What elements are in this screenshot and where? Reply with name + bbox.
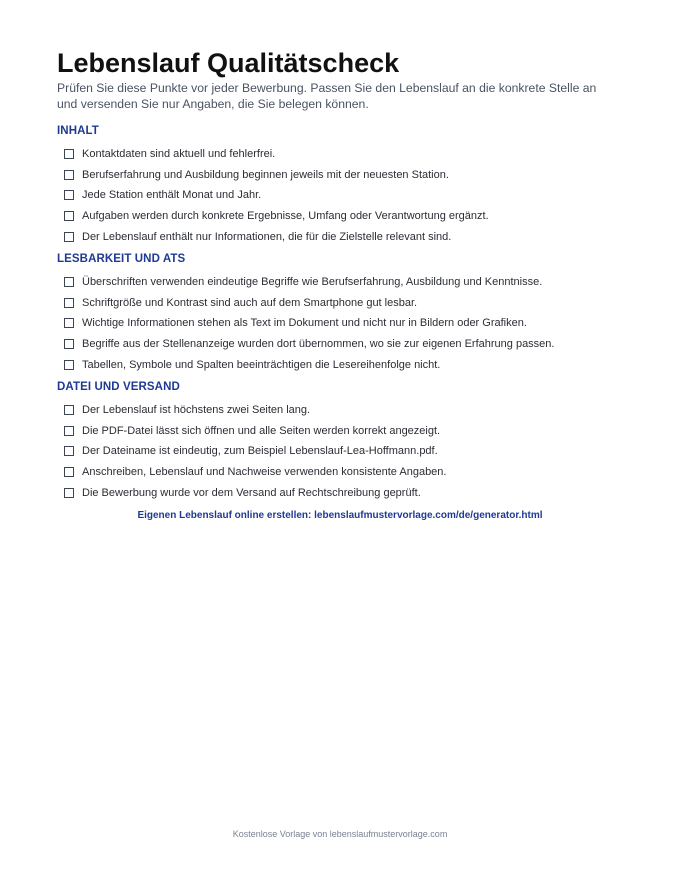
checklist-item-text: Die Bewerbung wurde vor dem Versand auf Rechtschreibung geprüft. — [82, 486, 421, 499]
checklist-item — [57, 206, 627, 227]
intro-text: Prüfen Sie diese Punkte vor jeder Bewerbung. Passen Sie den Lebenslauf an die konkrete Stelle an und versenden Sie nur Angaben, die Sie belegen können. — [57, 81, 597, 111]
checklist-item-text: Anschreiben, Lebenslauf und Nachweise verwenden konsistente Angaben. — [82, 466, 447, 479]
checklist-item-text: Schriftgröße und Kontrast sind auch auf dem Smartphone gut lesbar. — [82, 296, 418, 309]
checklist-item — [57, 354, 627, 375]
checklist — [57, 272, 627, 375]
checkbox-icon[interactable] — [64, 318, 74, 328]
checklist — [57, 400, 627, 503]
checklist-item — [57, 334, 627, 355]
checkbox-icon[interactable] — [64, 170, 74, 180]
checklist-item-text: Überschriften verwenden eindeutige Begriffe wie Berufserfahrung, Ausbildung und Kenntnisse. — [82, 276, 543, 289]
checkbox-icon[interactable] — [64, 446, 74, 456]
checklist-item — [57, 313, 627, 334]
page-title: Lebenslauf Qualitätscheck — [57, 48, 400, 78]
checkbox-icon[interactable] — [64, 277, 74, 287]
checkbox-icon[interactable] — [64, 426, 74, 436]
checkbox-icon[interactable] — [64, 190, 74, 200]
checklist-item — [57, 400, 627, 421]
checkbox-icon[interactable] — [64, 211, 74, 221]
checkbox-icon[interactable] — [64, 232, 74, 242]
checklist-item — [57, 185, 627, 206]
checklist-item — [57, 165, 627, 186]
section-heading: DATEI UND VERSAND — [57, 381, 180, 393]
section-heading: LESBARKEIT UND ATS — [57, 253, 186, 265]
section-lesbarkeit-ats — [57, 252, 627, 375]
checkbox-icon[interactable] — [64, 467, 74, 477]
checklist-item-text: Der Dateiname ist eindeutig, zum Beispiel Lebenslauf-Lea-Hoffmann.pdf. — [82, 445, 438, 458]
checkbox-icon[interactable] — [64, 405, 74, 415]
checkbox-icon[interactable] — [64, 339, 74, 349]
checklist-item-text: Jede Station enthält Monat und Jahr. — [82, 189, 262, 202]
generator-link[interactable]: Eigenen Lebenslauf online erstellen: lebenslaufmustervorlage.com/de/generator.html — [137, 510, 543, 521]
checkbox-icon[interactable] — [64, 488, 74, 498]
checklist-item-text: Der Lebenslauf enthält nur Informationen, die für die Zielstelle relevant sind. — [82, 230, 452, 243]
checklist-item — [57, 421, 627, 442]
checklist-item-text: Aufgaben werden durch konkrete Ergebnisse, Umfang oder Verantwortung ergänzt. — [82, 210, 489, 223]
checklist-item — [57, 441, 627, 462]
checkbox-icon[interactable] — [64, 298, 74, 308]
checklist-item-text: Der Lebenslauf ist höchstens zwei Seiten lang. — [82, 404, 311, 417]
section-heading: INHALT — [57, 125, 99, 137]
checklist-item-text: Die PDF-Datei lässt sich öffnen und alle Seiten werden korrekt angezeigt. — [82, 424, 441, 437]
checklist-item — [57, 272, 627, 293]
section-inhalt — [57, 124, 627, 247]
footer-text: Kostenlose Vorlage von lebenslaufmustervorlage.com — [232, 829, 448, 839]
checkbox-icon[interactable] — [64, 360, 74, 370]
checklist — [57, 144, 627, 247]
checklist-item-text: Tabellen, Symbole und Spalten beeinträchtigen die Lesereihenfolge nicht. — [82, 358, 441, 371]
checklist-item — [57, 144, 627, 165]
section-datei-versand — [57, 380, 627, 503]
checkbox-icon[interactable] — [64, 149, 74, 159]
checklist-item — [57, 462, 627, 483]
checklist-item — [57, 293, 627, 314]
checklist-item — [57, 226, 627, 247]
checklist-item — [57, 482, 627, 503]
checklist-item-text: Begriffe aus der Stellenanzeige wurden dort übernommen, wo sie zur eigenen Erfahrung passen. — [82, 338, 555, 351]
checklist-item-text: Wichtige Informationen stehen als Text im Dokument und nicht nur in Bildern oder Grafiken. — [82, 317, 527, 330]
checklist-item-text: Berufserfahrung und Ausbildung beginnen jeweils mit der neuesten Station. — [82, 168, 449, 181]
checklist-item-text: Kontaktdaten sind aktuell und fehlerfrei. — [82, 148, 276, 161]
